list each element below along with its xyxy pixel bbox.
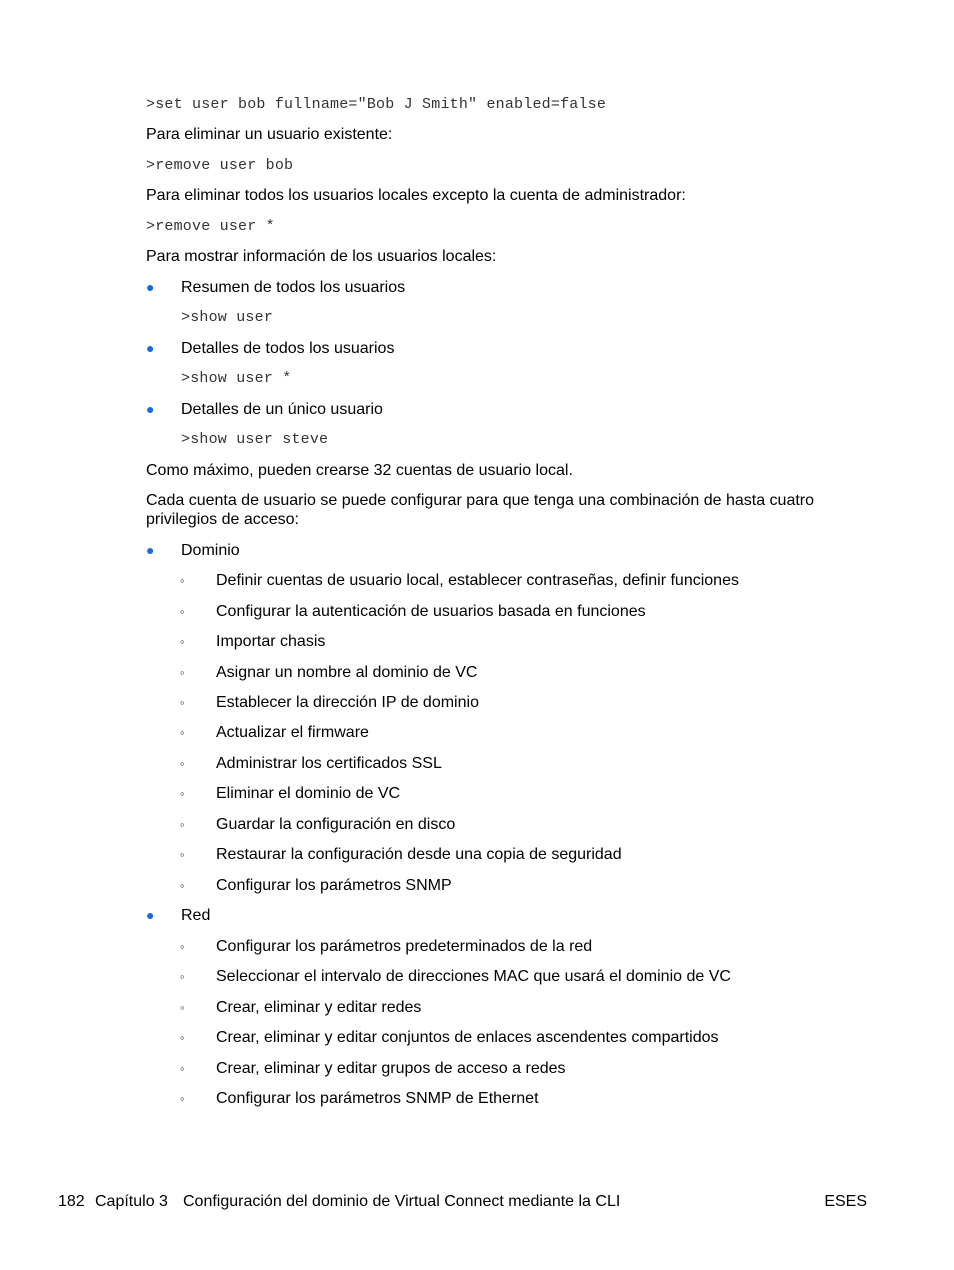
sub-bullet-icon: ◦: [180, 634, 185, 649]
list-item-summary-all-users: Resumen de todos los usuarios: [181, 279, 406, 296]
sub-bullet-icon: ◦: [180, 604, 185, 619]
code-show-user: >show user: [181, 309, 274, 326]
list-item: Importar chasis: [216, 633, 326, 650]
bullet-icon: ●: [146, 279, 155, 295]
privilege-network: Red: [181, 907, 211, 924]
bullet-icon: ●: [146, 907, 155, 923]
sub-bullet-icon: ◦: [180, 695, 185, 710]
code-remove-user-bob: >remove user bob: [146, 157, 294, 174]
bullet-icon: ●: [146, 542, 155, 558]
sub-bullet-icon: ◦: [180, 756, 185, 771]
list-item: Restaurar la configuración desde una copia de seguridad: [216, 846, 622, 863]
paragraph-remove-all: Para eliminar todos los usuarios locales excepto la cuenta de administrador:: [146, 187, 686, 204]
list-item: Seleccionar el intervalo de direcciones MAC que usará el dominio de VC: [216, 968, 731, 985]
page-number: 182: [58, 1193, 85, 1210]
bullet-icon: ●: [146, 401, 155, 417]
sub-bullet-icon: ◦: [180, 665, 185, 680]
sub-bullet-icon: ◦: [180, 878, 185, 893]
chapter-label: Capítulo 3: [95, 1193, 168, 1210]
list-item: Administrar los certificados SSL: [216, 755, 442, 772]
privilege-domain: Dominio: [181, 542, 240, 559]
list-item: Configurar los parámetros SNMP: [216, 877, 452, 894]
list-item-details-all-users: Detalles de todos los usuarios: [181, 340, 395, 357]
list-item: Configurar la autenticación de usuarios basada en funciones: [216, 603, 646, 620]
sub-bullet-icon: ◦: [180, 1000, 185, 1015]
sub-bullet-icon: ◦: [180, 939, 185, 954]
list-item: Definir cuentas de usuario local, establecer contraseñas, definir funciones: [216, 572, 739, 589]
paragraph-show-info: Para mostrar información de los usuarios locales:: [146, 248, 497, 265]
list-item: Crear, eliminar y editar redes: [216, 999, 422, 1016]
list-item: Actualizar el firmware: [216, 724, 369, 741]
list-item: Configurar los parámetros predeterminados de la red: [216, 938, 593, 955]
sub-bullet-icon: ◦: [180, 847, 185, 862]
sub-bullet-icon: ◦: [180, 969, 185, 984]
list-item: Asignar un nombre al dominio de VC: [216, 664, 478, 681]
paragraph-max-accounts: Como máximo, pueden crearse 32 cuentas de usuario local.: [146, 462, 573, 479]
list-item: Establecer la dirección IP de dominio: [216, 694, 479, 711]
sub-bullet-icon: ◦: [180, 1030, 185, 1045]
code-show-user-steve: >show user steve: [181, 431, 329, 448]
paragraph-privileges: Cada cuenta de usuario se puede configurar para que tenga una combinación de hasta cuatro privilegios de acceso:: [146, 492, 815, 528]
bullet-icon: ●: [146, 340, 155, 356]
sub-bullet-icon: ◦: [180, 725, 185, 740]
code-show-user-all: >show user *: [181, 370, 292, 387]
sub-bullet-icon: ◦: [180, 1061, 185, 1076]
list-item: Crear, eliminar y editar conjuntos de enlaces ascendentes compartidos: [216, 1029, 719, 1046]
list-item: Crear, eliminar y editar grupos de acceso a redes: [216, 1060, 566, 1077]
list-item-details-single-user: Detalles de un único usuario: [181, 401, 383, 418]
code-set-user: >set user bob fullname="Bob J Smith" enabled=false: [146, 96, 607, 113]
list-item: Configurar los parámetros SNMP de Ethernet: [216, 1090, 539, 1107]
paragraph-remove-existing: Para eliminar un usuario existente:: [146, 126, 393, 143]
locale-code: ESES: [824, 1193, 867, 1210]
list-item: Eliminar el dominio de VC: [216, 785, 401, 802]
list-item: Guardar la configuración en disco: [216, 816, 456, 833]
code-remove-all-users: >remove user *: [146, 218, 275, 235]
sub-bullet-icon: ◦: [180, 786, 185, 801]
chapter-title: Configuración del dominio de Virtual Connect mediante la CLI: [183, 1193, 621, 1210]
sub-bullet-icon: ◦: [180, 573, 185, 588]
sub-bullet-icon: ◦: [180, 817, 185, 832]
sub-bullet-icon: ◦: [180, 1091, 185, 1106]
